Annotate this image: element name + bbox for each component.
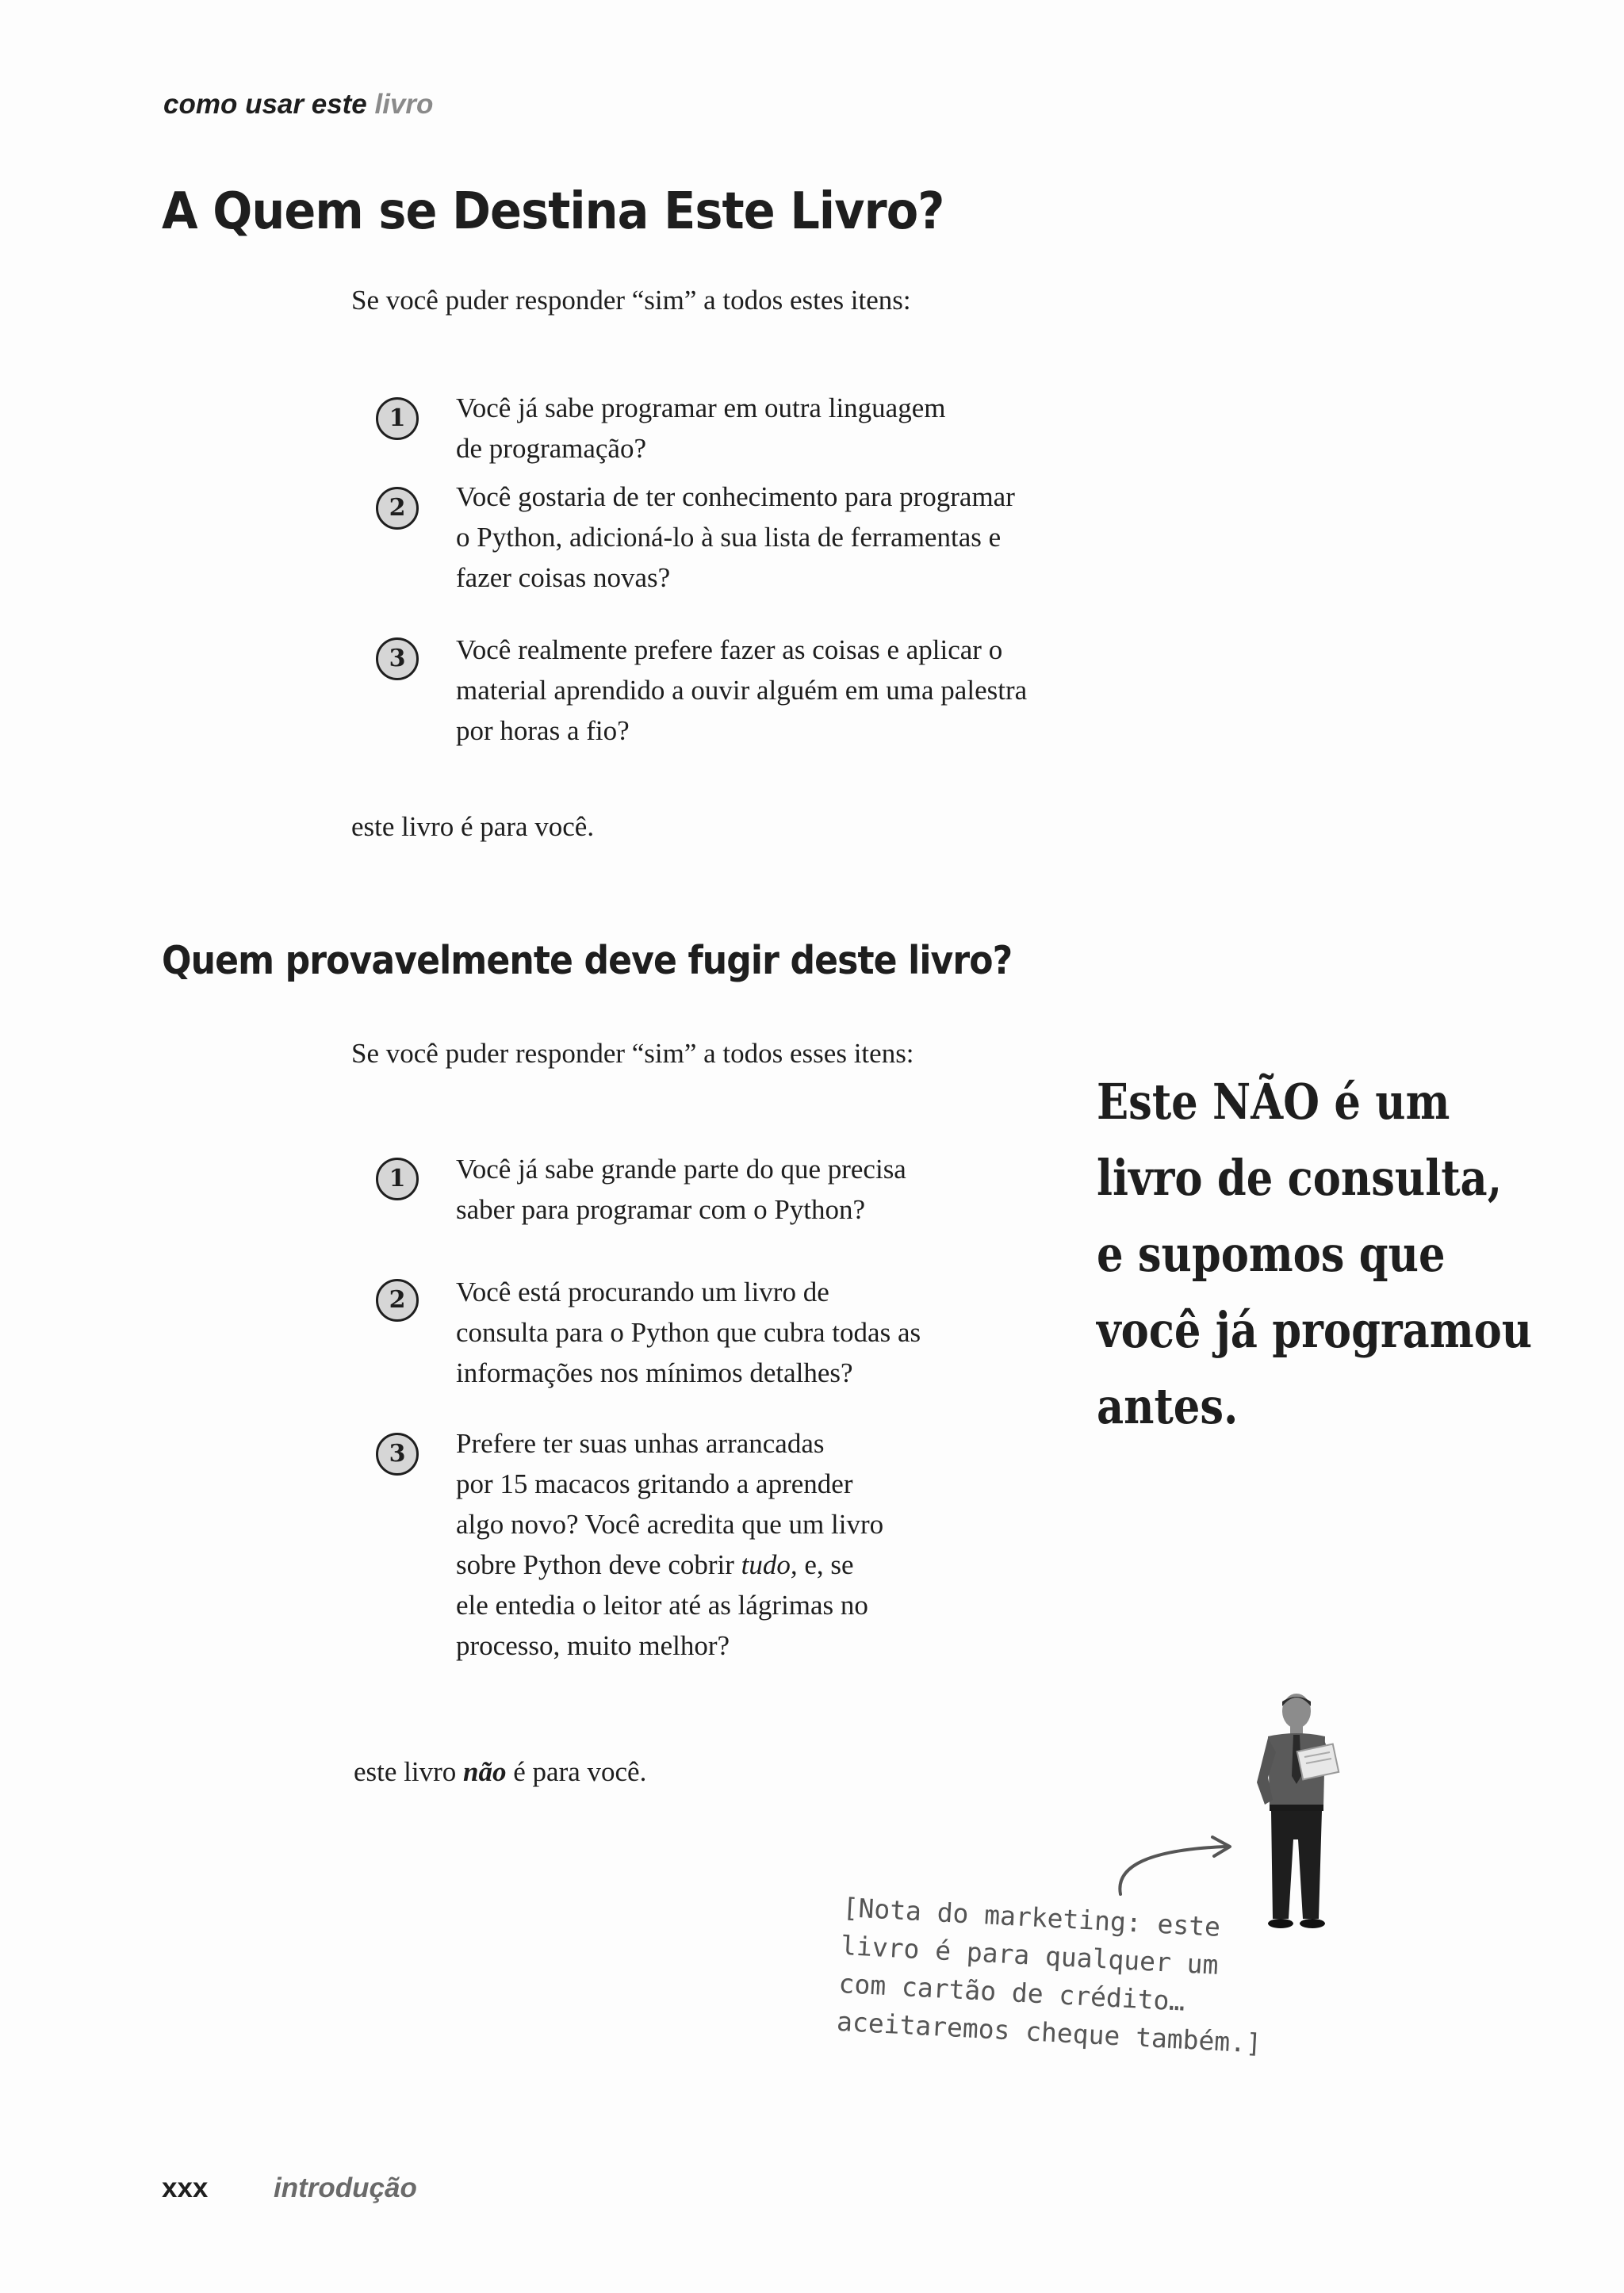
section1-item2-number: 2 — [376, 487, 419, 530]
section2-item3-text-after: e, se ele entedia o leitor até as lágrimas no processo, muito melhor? — [456, 1549, 868, 1661]
section1-conclusion: este livro é para você. — [351, 811, 595, 842]
section1-intro: Se você puder responder “sim” a todos estes itens: — [351, 285, 911, 316]
chapter-name: introdução — [274, 2172, 417, 2203]
section1-item3-number: 3 — [376, 637, 419, 680]
marketing-note: [Nota do marketing: este livro é para qualquer um com cartão de crédito… aceitaremos cheque também.] — [836, 1891, 1262, 2059]
section2-conclusion-before: este livro — [354, 1756, 464, 1787]
section2-intro: Se você puder responder “sim” a todos esses itens: — [351, 1038, 914, 1069]
section1-item1-number: 1 — [376, 397, 419, 440]
section2-item3-text — [456, 1423, 883, 1666]
section1-item2-text: Você gostaria de ter conhecimento para programar o Python, adicioná-lo à sua lista de ferramentas e fazer coisas novas? — [456, 481, 1015, 593]
section2-conclusion — [354, 1751, 646, 1792]
section2-conclusion-after: é para você. — [506, 1756, 647, 1787]
section2-item3-text-emphasis: tudo, — [741, 1549, 798, 1580]
section2-item2-text: Você está procurando um livro de consulta para o Python que cubra todas as informações nos mínimos detalhes? — [456, 1277, 921, 1388]
running-head-light: livro — [374, 89, 434, 120]
arrow-icon — [1106, 1836, 1249, 1899]
section2-item1-number: 1 — [376, 1158, 419, 1200]
section2-item2-number: 2 — [376, 1279, 419, 1322]
section2-item1-text: Você já sabe grande parte do que precisa saber para programar com o Python? — [456, 1154, 906, 1225]
section1-item3-text: Você realmente prefere fazer as coisas e aplicar o material aprendido a ouvir alguém em uma palestra por horas a fio? — [456, 634, 1028, 746]
section2-conclusion-emphasis: não — [463, 1756, 507, 1787]
section2-item3-text-before: Prefere ter suas unhas arrancadas por 15 macacos gritando a aprender algo novo? Você acredita que um livro sobre Python deve cobrir — [456, 1428, 884, 1580]
running-head — [163, 89, 433, 121]
running-head-bold: como usar este — [163, 89, 367, 120]
section2-title: Quem provavelmente deve fugir deste livro? — [162, 938, 1013, 983]
section2-item3-number: 3 — [376, 1433, 419, 1476]
businessman-reading-paper-icon — [1241, 1689, 1352, 1935]
section1-title: A Quem se Destina Este Livro? — [162, 182, 944, 241]
section1-item1-text: Você já sabe programar em outra linguagem de programação? — [456, 392, 946, 464]
page-number: xxx — [162, 2172, 209, 2203]
callout-text: Este NÃO é um livro de consulta, e supomos que você já programou antes. — [1097, 1073, 1533, 1435]
